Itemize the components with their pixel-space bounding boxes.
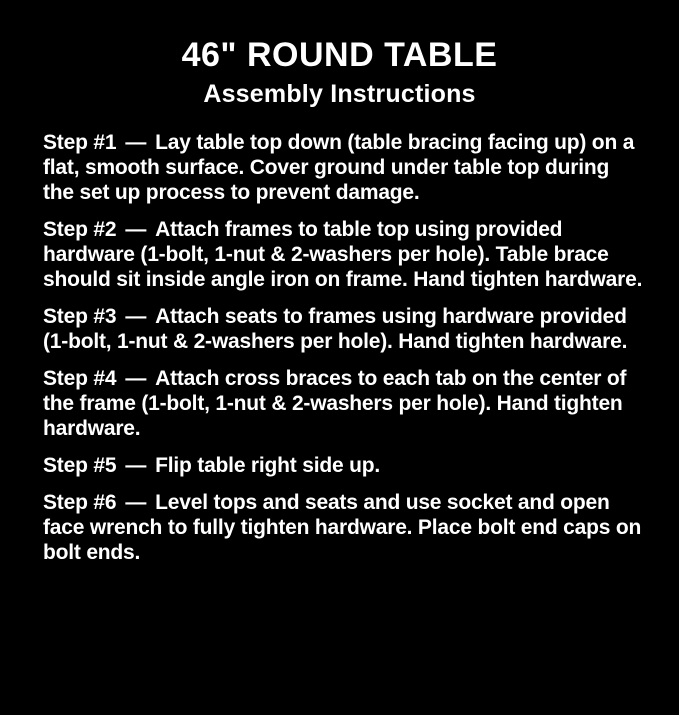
- step-text: Lay table top down (table bracing facing up) on a flat, smooth surface. Cover ground under table top during the set up process to prevent damage.: [43, 131, 635, 204]
- step-label: Step #3: [43, 305, 117, 328]
- step-paragraph-3: [43, 304, 643, 354]
- em-dash: —: [125, 367, 147, 390]
- em-dash: —: [125, 454, 147, 477]
- step-paragraph-6: [43, 490, 643, 565]
- em-dash: —: [125, 131, 147, 154]
- step-label: Step #2: [43, 218, 117, 241]
- step-text: Attach frames to table top using provided hardware (1-bolt, 1-nut & 2-washers per hole). Table brace should sit inside angle iron on frame. Hand tighten hardware.: [43, 218, 643, 291]
- step-paragraph-5: [43, 453, 643, 478]
- poster-header: [0, 36, 679, 108]
- instruction-sheet: [0, 36, 679, 715]
- step-label: Step #1: [43, 131, 117, 154]
- page-subtitle: Assembly Instructions: [203, 80, 476, 108]
- step-paragraph-1: [43, 130, 643, 205]
- step-label: Step #6: [43, 491, 117, 514]
- steps-list: [43, 130, 643, 565]
- em-dash: —: [125, 218, 147, 241]
- step-text: Attach cross braces to each tab on the center of the frame (1-bolt, 1-nut & 2-washers per hole). Hand tighten hardware.: [43, 367, 627, 440]
- step-paragraph-2: [43, 217, 643, 292]
- page-title: 46" ROUND TABLE: [181, 36, 498, 74]
- em-dash: —: [125, 491, 147, 514]
- step-text: Attach seats to frames using hardware provided (1-bolt, 1-nut & 2-washers per hole). Hand tighten hardware.: [43, 305, 628, 353]
- step-text: Flip table right side up.: [155, 454, 380, 477]
- step-text: Level tops and seats and use socket and open face wrench to fully tighten hardware. Place bolt end caps on bolt ends.: [43, 491, 642, 564]
- step-paragraph-4: [43, 366, 643, 441]
- em-dash: —: [125, 305, 147, 328]
- step-label: Step #4: [43, 367, 117, 390]
- step-label: Step #5: [43, 454, 117, 477]
